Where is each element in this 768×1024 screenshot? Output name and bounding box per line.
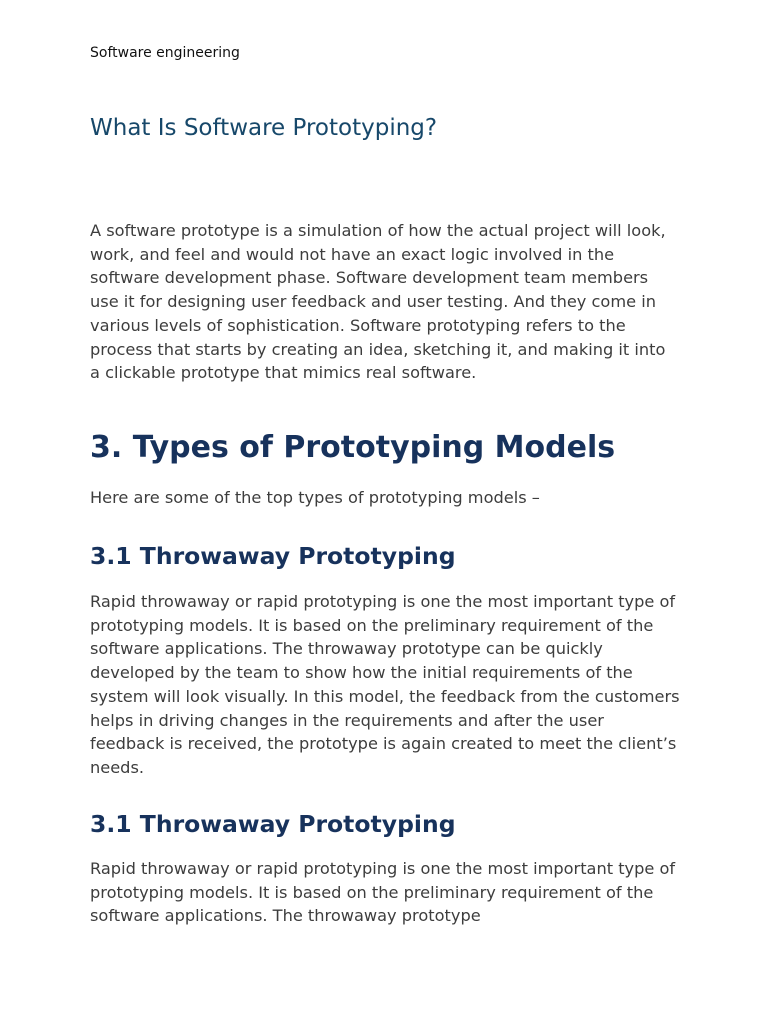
- section-lead-paragraph: Here are some of the top types of prototyping models –: [90, 488, 540, 507]
- header-label: Software engineering: [90, 45, 240, 61]
- subsection-paragraph-1: Rapid throwaway or rapid prototyping is one the most important type of prototyping models. It is based on the preliminary requirement of the software applications. The throwaway prototype can be quickly developed by the team to show how the initial requirements of the system will look visually. In this model, the feedback from the customers helps in driving changes in the requirements and after the user feedback is received, the prototype is again created to meet the client’s needs.: [90, 592, 680, 777]
- subsection-heading-2: 3.1 Throwaway Prototyping: [90, 810, 456, 838]
- section-heading: 3. Types of Prototyping Models: [90, 430, 616, 465]
- intro-paragraph: A software prototype is a simulation of how the actual project will look, work, and feel and would not have an exact logic involved in the software development phase. Software development team members use it for designing user feedback and user testing. And they come in various levels of sophistication. Software prototyping refers to the process that starts by creating an idea, sketching it, and making it into a clickable prototype that mimics real software.: [90, 221, 666, 383]
- subsection-paragraph-2: Rapid throwaway or rapid prototyping is one the most important type of prototyping models. It is based on the preliminary requirement of the software applications. The throwaway prototype: [90, 859, 676, 926]
- page-title: What Is Software Prototyping?: [90, 115, 438, 141]
- subsection-heading-1: 3.1 Throwaway Prototyping: [90, 542, 456, 570]
